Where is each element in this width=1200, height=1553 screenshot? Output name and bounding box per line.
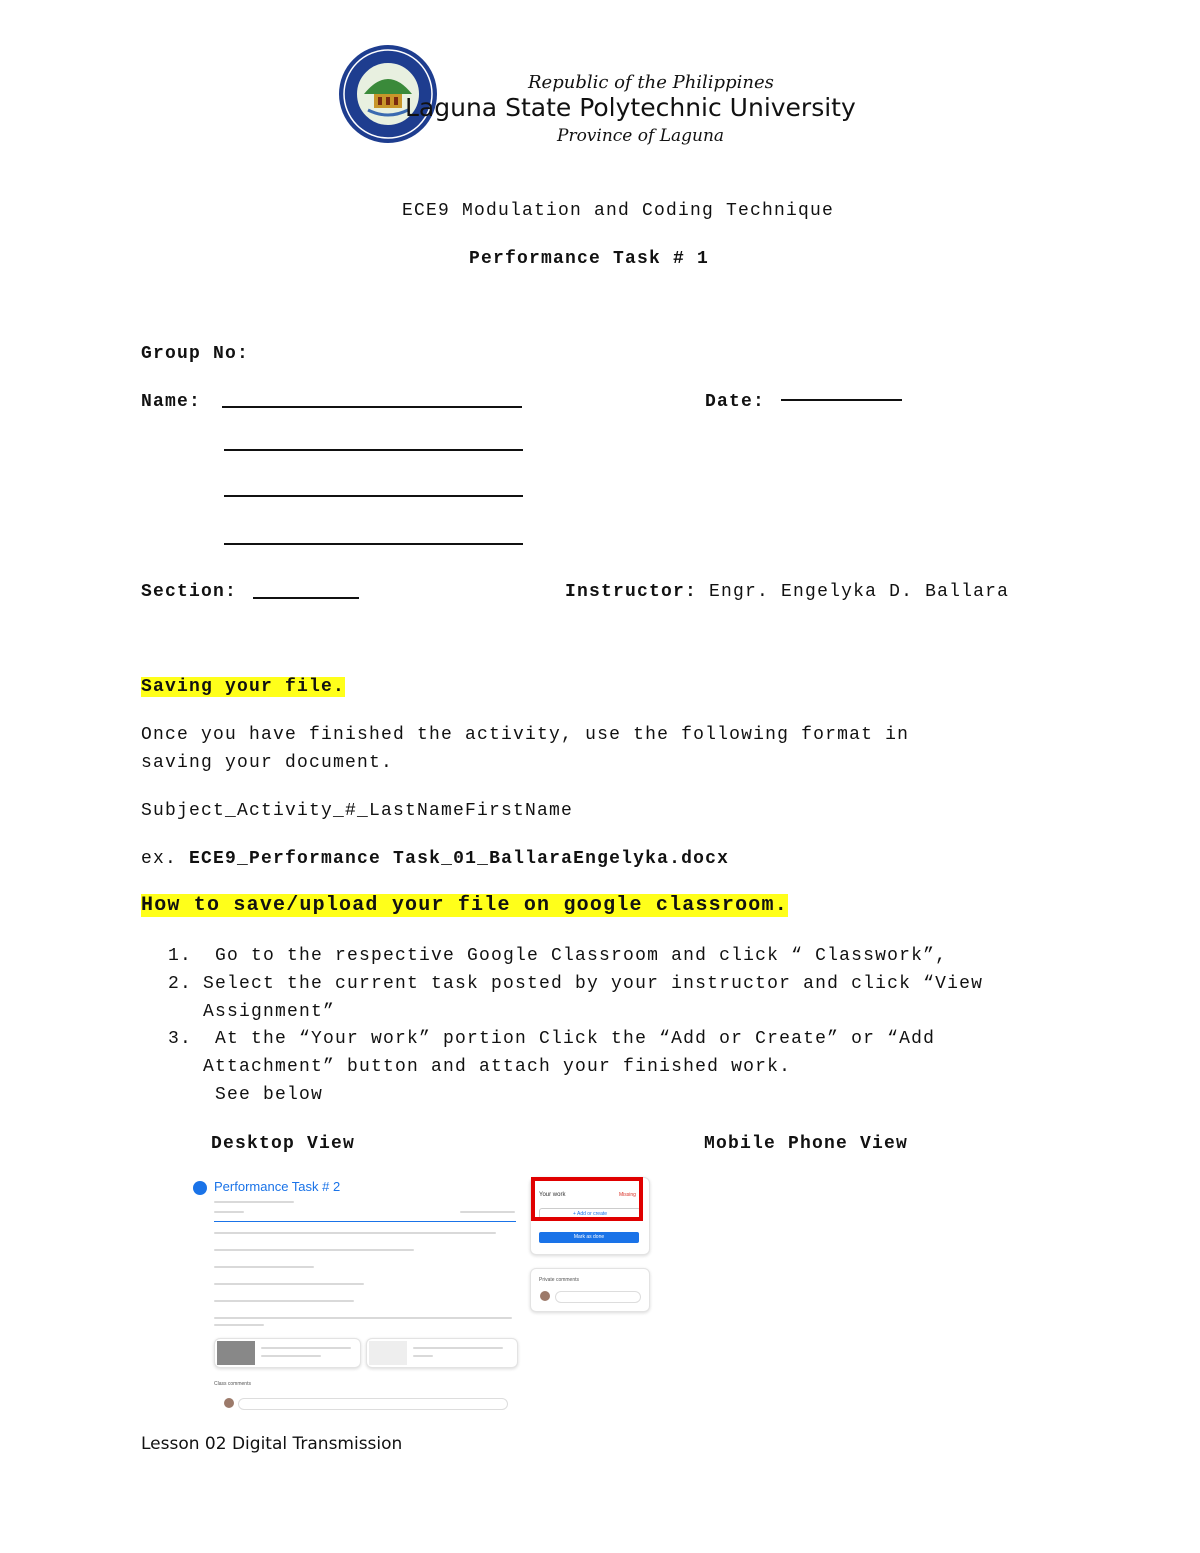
class-comment-input[interactable] [238,1398,508,1410]
saving-heading [141,677,345,697]
mark-done-button[interactable]: Mark as done [539,1232,639,1243]
republic-text: Republic of the Philippines [528,72,774,93]
upload-heading [141,894,788,917]
saving-instruction-1: Once you have finished the activity, use the following format in [141,725,910,745]
step-number: 3. [168,1029,193,1049]
private-comments-label: Private comments [539,1277,580,1283]
assignment-icon [193,1181,207,1195]
commenter-avatar [224,1398,234,1408]
missing-badge: Missing [619,1192,636,1198]
date-label: Date: [705,392,766,412]
mobile-view-label: Mobile Phone View [704,1134,909,1154]
example-row [141,849,729,869]
private-avatar [540,1291,550,1301]
saving-heading-text: Saving your file. [141,677,346,697]
file-format: Subject_Activity_#_LastNameFirstName [141,801,574,821]
instructor-label: Instructor: [565,582,698,602]
your-work-label: Your work [539,1192,566,1198]
step-text-cont: Assignment” [203,1002,336,1022]
name-line-2[interactable] [224,449,523,451]
step-text: Select the current task posted by your instructor and click “View [203,974,984,994]
class-comments-label: Class comments [214,1381,251,1387]
upload-heading-text: How to save/upload your file on google classroom. [141,894,788,917]
step-text: Go to the respective Google Classroom and click “ Classwork”, [203,946,948,966]
attachment-video[interactable] [214,1338,361,1368]
private-comments-card [530,1268,650,1312]
assignment-title: Performance Task # 2 [214,1179,341,1194]
step-text: At the “Your work” portion Click the “Add or Create” or “Add [203,1029,936,1049]
desktop-view-label: Desktop View [211,1134,356,1154]
name-line-4[interactable] [224,543,523,545]
example-prefix: ex. [141,849,178,869]
footer-lesson: Lesson 02 Digital Transmission [141,1434,403,1454]
example-filename: ECE9_Performance Task_01_BallaraEngelyka.docx [189,849,730,869]
course-title: ECE9 Modulation and Coding Technique [402,201,835,221]
university-name: Laguna State Polytechnic University [405,93,856,122]
add-or-create-button[interactable]: + Add or create [539,1208,641,1220]
name-label: Name: [141,392,202,412]
saving-instruction-2: saving your document. [141,753,394,773]
province-text: Province of Laguna [557,126,725,146]
section-label: Section: [141,582,238,602]
name-line-3[interactable] [224,495,523,497]
section-line[interactable] [253,597,359,599]
private-comment-input[interactable] [555,1291,641,1303]
step-text-cont: Attachment” button and attach your finished work. [203,1057,792,1077]
highlight-box [531,1177,643,1221]
group-label: Group No: [141,344,250,364]
name-line-1[interactable] [222,406,522,408]
task-title: Performance Task # 1 [469,249,710,269]
step-number: 1. [168,946,193,966]
instructor-name: Engr. Engelyka D. Ballara [709,582,1010,602]
step-number: 2. [168,974,193,994]
see-below: See below [203,1085,324,1105]
classroom-screenshot [190,1172,652,1420]
date-line[interactable] [781,399,902,401]
instructor-row [565,582,1009,602]
attachment-doc[interactable] [366,1338,518,1368]
